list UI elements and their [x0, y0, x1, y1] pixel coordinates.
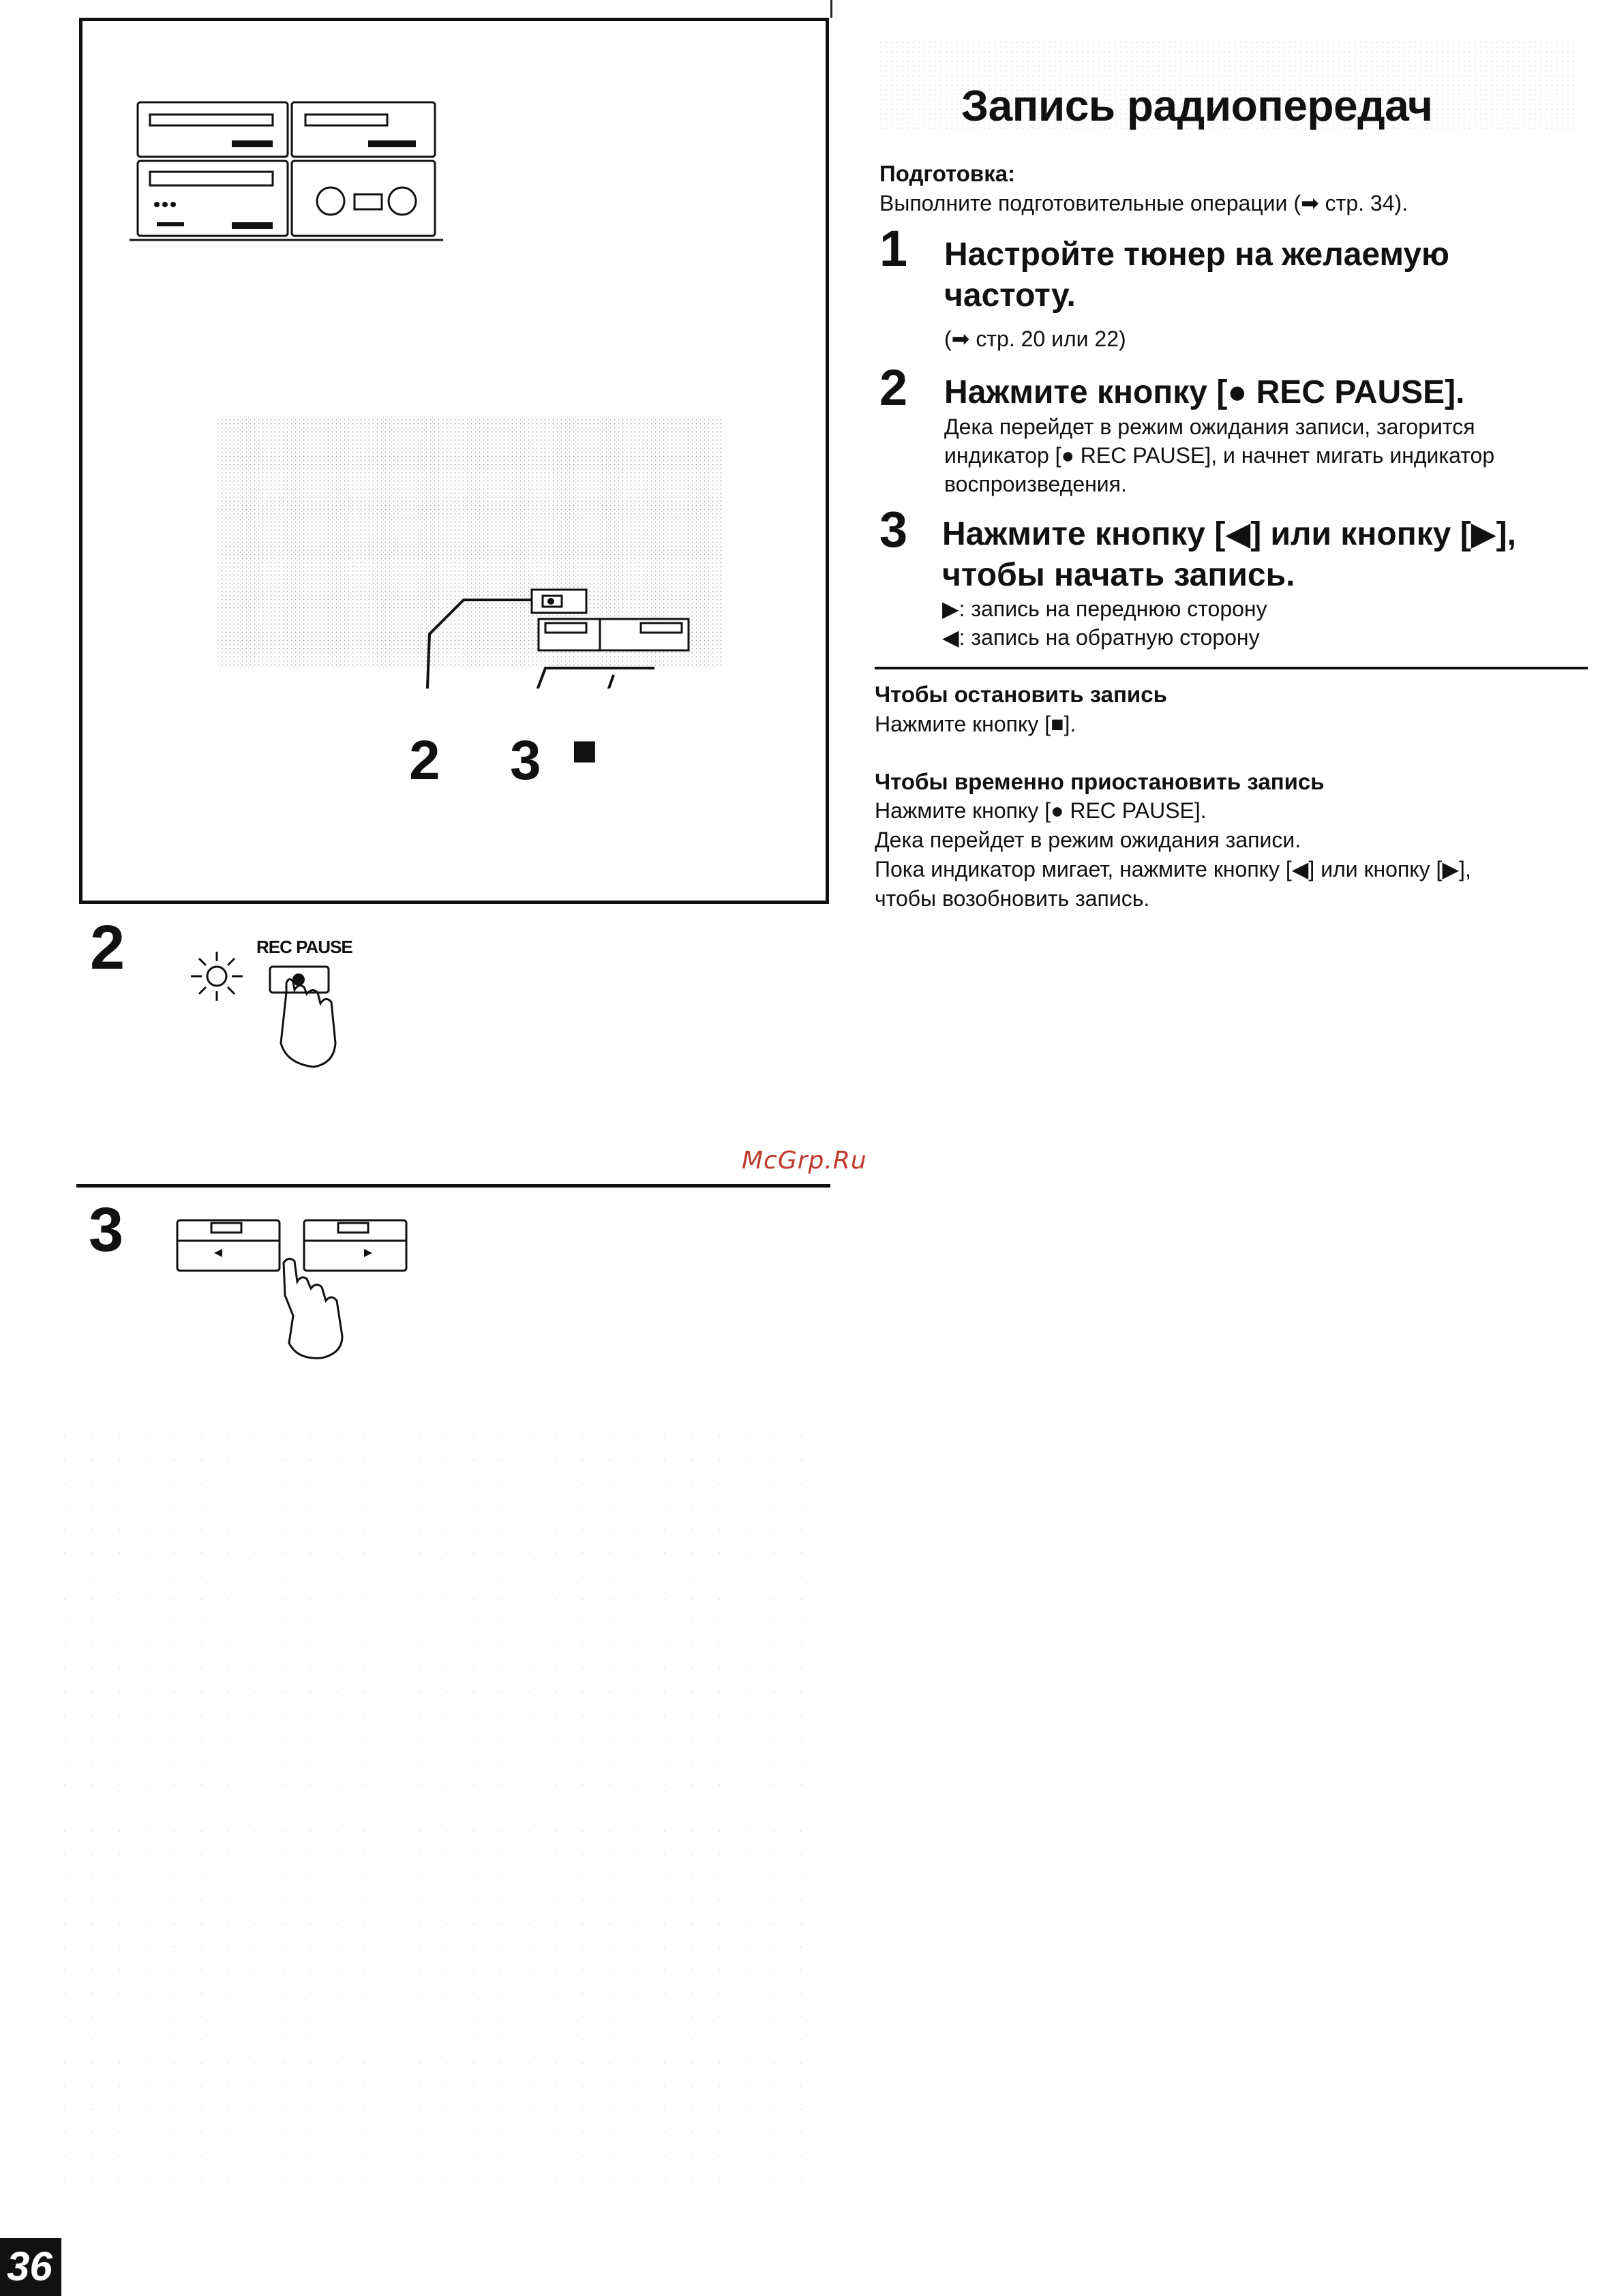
step-1-number: 1: [879, 220, 908, 277]
callout-stop: ■: [571, 725, 598, 774]
stop-text: Нажмите кнопку [■].: [875, 712, 1076, 736]
direction-buttons-press-illustration: [170, 1213, 416, 1363]
stereo-system-illustration: [130, 95, 443, 245]
rec-pause-label: REC PAUSE: [256, 937, 352, 957]
step-3-heading-line-1: Нажмите кнопку [◀] или кнопку [▶],: [942, 516, 1516, 552]
prep-text: Выполните подготовительные операции (➡ стр. 34).: [879, 191, 1408, 215]
step-2-body-line-3: воспроизведения.: [944, 472, 1127, 496]
step-3-body-line-1: ▶: запись на переднюю сторону: [942, 596, 1267, 621]
watermark: McGrp.Ru: [742, 1147, 867, 1175]
top-divider: [830, 0, 832, 18]
callout-2: 2: [409, 729, 440, 791]
step-1-heading-line-1: Настройте тюнер на желаемую: [944, 237, 1450, 273]
step-2-number: 2: [879, 359, 908, 416]
illustration-step-2-number: 2: [90, 913, 125, 982]
pause-line-4: чтобы возобновить запись.: [875, 886, 1150, 911]
step-3-heading-line-2: чтобы начать запись.: [942, 557, 1295, 593]
pause-line-2: Дека перейдет в режим ожидания записи.: [875, 828, 1301, 852]
page-title: Запись радиопередач: [961, 81, 1433, 130]
pause-heading: Чтобы временно приостановить запись: [875, 769, 1325, 794]
step-1-body-line-1: (➡ стр. 20 или 22): [944, 327, 1126, 351]
step-2-heading-line-1: Нажмите кнопку [● REC PAUSE].: [944, 374, 1465, 410]
left-section-rule: [76, 1184, 830, 1188]
step-3-number: 3: [879, 501, 908, 558]
pause-line-3: Пока индикатор мигает, нажмите кнопку [◀] или кнопку [▶],: [875, 857, 1471, 881]
deck-panel-detail: [205, 402, 736, 689]
illustration-step-3-number: 3: [89, 1195, 124, 1265]
step-2-body-line-2: индикатор [● REC PAUSE], и начнет мигать индикатор: [944, 443, 1495, 468]
pause-line-1: Нажмите кнопку [● REC PAUSE].: [875, 798, 1207, 823]
step-2-body-line-1: Дека перейдет в режим ожидания записи, загорится: [944, 414, 1475, 439]
prep-label: Подготовка:: [879, 161, 1016, 186]
page-number: 36: [7, 2244, 52, 2289]
step-1-heading-line-2: частоту.: [944, 277, 1076, 314]
right-section-rule: [875, 667, 1588, 669]
callout-3: 3: [510, 729, 541, 791]
stop-heading: Чтобы остановить запись: [875, 682, 1167, 707]
scan-noise: [61, 1432, 811, 2181]
step-3-body-line-2: ◀: запись на обратную сторону: [942, 625, 1260, 650]
